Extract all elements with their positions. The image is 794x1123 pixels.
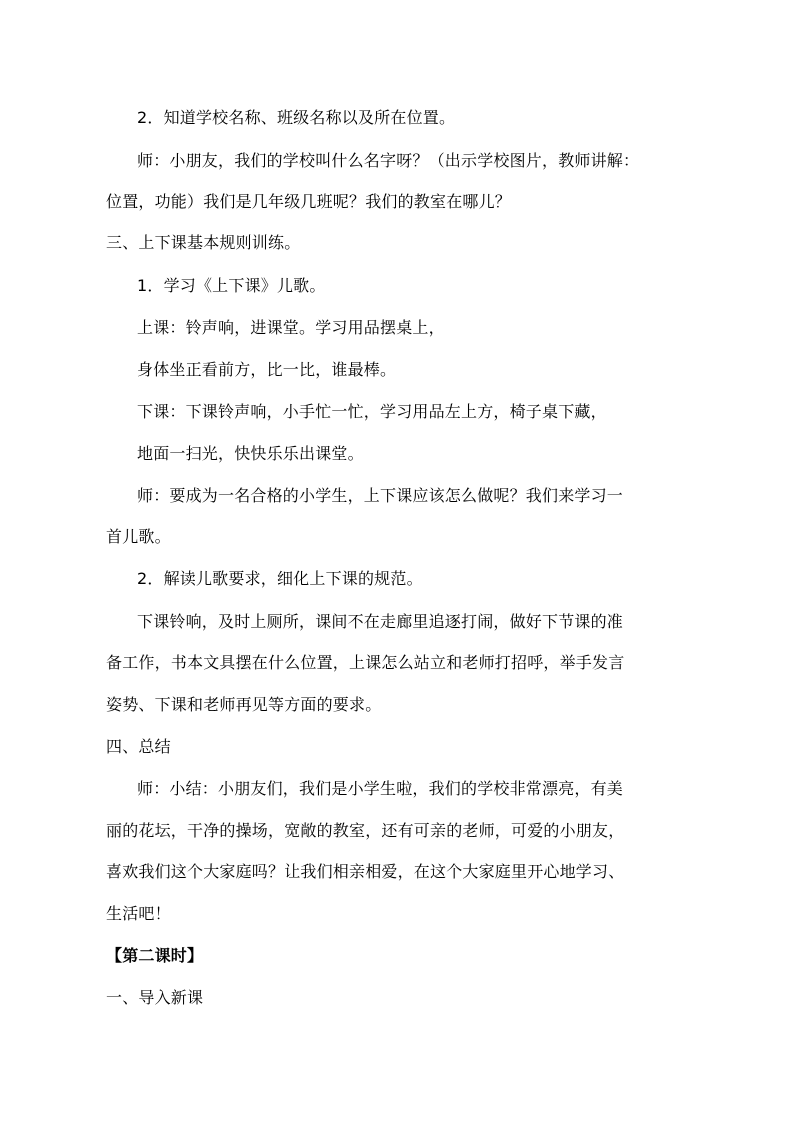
section-heading-1-introduction: 一、导入新课 bbox=[106, 988, 204, 1007]
numbered-item-1-learn-song: 1．学习《上下课》儿歌。 bbox=[137, 276, 326, 295]
rules-paragraph-line-2: 备工作，书本文具摆在什么位置，上课怎么站立和老师打招呼，举手发言 bbox=[106, 653, 625, 672]
song-line-1: 上课：铃声响，进课堂。学习用品摆桌上， bbox=[137, 318, 445, 337]
rules-paragraph-line-3: 姿势、下课和老师再见等方面的要求。 bbox=[106, 695, 382, 714]
numbered-item-2-interpret-song: 2．解读儿歌要求，细化上下课的规范。 bbox=[137, 569, 423, 588]
summary-paragraph-line-4: 生活吧！ bbox=[106, 904, 171, 923]
teacher-intro-paragraph-line-2: 首儿歌。 bbox=[106, 527, 171, 546]
section-heading-4: 四、总结 bbox=[106, 737, 171, 756]
song-line-2: 身体坐正看前方，比一比，谁最棒。 bbox=[137, 360, 397, 379]
song-line-3: 下课：下课铃声响，小手忙一忙，学习用品左上方，椅子桌下藏， bbox=[137, 402, 607, 421]
summary-paragraph-line-2: 丽的花坛，干净的操场，宽敞的教室，还有可亲的老师，可爱的小朋友， bbox=[106, 821, 625, 840]
teacher-question-paragraph-line-1: 师：小朋友，我们的学校叫什么名字呀？（出示学校图片，教师讲解： bbox=[137, 151, 640, 170]
summary-paragraph-line-1: 师：小结：小朋友们，我们是小学生啦，我们的学校非常漂亮，有美 bbox=[137, 779, 624, 798]
rules-paragraph-line-1: 下课铃响，及时上厕所，课间不在走廊里追逐打闹，做好下节课的准 bbox=[137, 612, 624, 631]
teacher-question-paragraph-line-2: 位置，功能）我们是几年级几班呢？我们的教室在哪儿？ bbox=[106, 192, 512, 211]
section-heading-3: 三、上下课基本规则训练。 bbox=[106, 233, 301, 252]
teacher-intro-paragraph-line-1: 师：要成为一名合格的小学生，上下课应该怎么做呢？我们来学习一 bbox=[137, 486, 624, 505]
lesson-heading-second-period: 【第二课时】 bbox=[106, 946, 204, 965]
song-line-4: 地面一扫光，快快乐乐出课堂。 bbox=[137, 444, 364, 463]
summary-paragraph-line-3: 喜欢我们这个大家庭吗？让我们相亲相爱，在这个大家庭里开心地学习、 bbox=[106, 862, 625, 881]
numbered-item-2-school-name: 2．知道学校名称、班级名称以及所在位置。 bbox=[137, 108, 456, 127]
